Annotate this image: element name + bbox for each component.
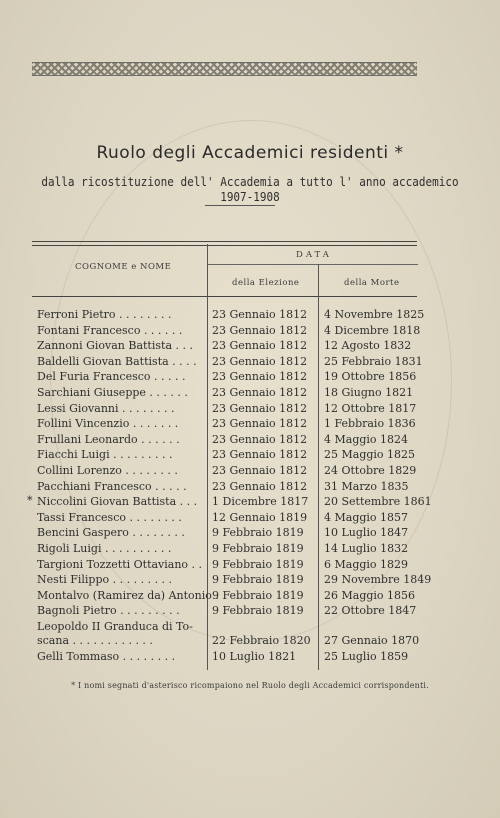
row-election-date: 23 Gennaio 1812 <box>212 479 308 493</box>
table-row <box>0 525 500 541</box>
row-death-date: 10 Luglio 1847 <box>324 526 409 540</box>
row-election-date: 9 Febbraio 1819 <box>212 557 304 571</box>
row-election-date: 22 Febbraio 1820 <box>212 633 311 647</box>
row-death-date: 29 Novembre 1849 <box>324 573 432 587</box>
footnote: * I nomi segnati d'asterisco ricompaiono nel Ruolo degli Accademici corrispondenti. <box>71 681 429 690</box>
row-election-date: 23 Gennaio 1812 <box>212 448 308 462</box>
row-name: Ferroni Pietro . . . . . . . . <box>37 308 172 321</box>
row-name: Sarchiani Giuseppe . . . . . . <box>37 386 188 399</box>
row-death-date: 31 Marzo 1835 <box>324 479 409 493</box>
header-data-underline <box>208 264 418 265</box>
table-row <box>0 572 500 588</box>
row-death-date: 25 Luglio 1859 <box>324 650 409 664</box>
table-row <box>0 432 500 448</box>
page-subtitle: dalla ricostituzione dell' Accademia a tutto l' anno accademico 1907-1908 <box>41 174 459 204</box>
row-election-date: 23 Gennaio 1812 <box>212 323 308 337</box>
row-name: Nesti Filippo . . . . . . . . . <box>37 573 173 587</box>
table-row <box>0 510 500 526</box>
row-election-date: 9 Febbraio 1819 <box>212 526 304 540</box>
row-election-date: 23 Gennaio 1812 <box>212 354 308 368</box>
row-election-date: 9 Febbraio 1819 <box>212 573 304 587</box>
table-row <box>0 494 500 510</box>
row-election-date: 9 Febbraio 1819 <box>212 604 304 618</box>
row-name: Lessi Giovanni . . . . . . . . <box>37 401 175 415</box>
row-name: Baldelli Giovan Battista . . . . <box>37 354 197 368</box>
row-election-date: 23 Gennaio 1812 <box>212 370 308 384</box>
row-name: Bagnoli Pietro . . . . . . . . . <box>37 604 180 618</box>
row-death-date: 19 Ottobre 1856 <box>324 370 417 384</box>
table-row <box>0 354 500 370</box>
table-row <box>0 633 500 649</box>
row-death-date: 22 Ottobre 1847 <box>324 604 417 618</box>
row-death-date: 25 Maggio 1825 <box>324 448 416 462</box>
table-row <box>0 416 500 432</box>
row-election-date: 10 Luglio 1821 <box>212 650 297 664</box>
table-row <box>0 338 500 354</box>
row-name: scana . . . . . . . . . . . . <box>37 633 153 647</box>
row-election-date: 23 Gennaio 1812 <box>212 308 308 321</box>
row-death-date: 24 Ottobre 1829 <box>324 464 417 477</box>
row-name: Collini Lorenzo . . . . . . . . <box>37 464 178 477</box>
table-row <box>0 541 500 557</box>
row-election-date: 12 Gennaio 1819 <box>212 510 308 524</box>
table-row <box>0 369 500 385</box>
row-name: Leopoldo II Granduca di To- <box>37 620 193 633</box>
row-election-date: 23 Gennaio 1812 <box>212 401 308 415</box>
row-election-date: 9 Febbraio 1819 <box>212 542 304 555</box>
table-row <box>0 603 500 619</box>
row-election-date: 1 Dicembre 1817 <box>212 495 309 509</box>
row-death-date: 20 Settembre 1861 <box>324 495 432 509</box>
table-row <box>0 307 500 323</box>
row-election-date: 23 Gennaio 1812 <box>212 464 308 477</box>
header-morte: della Morte <box>344 278 400 288</box>
page-title: Ruolo degli Accademici residenti * <box>96 143 404 163</box>
row-death-date: 1 Febbraio 1836 <box>324 417 416 431</box>
row-election-date: 23 Gennaio 1812 <box>212 386 308 399</box>
table-top-rule <box>32 241 417 246</box>
row-name: Tassi Francesco . . . . . . . . <box>37 510 182 524</box>
row-election-date: 9 Febbraio 1819 <box>212 588 304 602</box>
row-election-date: 23 Gennaio 1812 <box>212 432 308 446</box>
title-divider <box>205 205 275 206</box>
row-death-date: 4 Maggio 1824 <box>324 432 409 446</box>
table-row <box>0 447 500 463</box>
row-death-date: 6 Maggio 1829 <box>324 557 409 571</box>
table-row <box>0 401 500 417</box>
row-death-date: 14 Luglio 1832 <box>324 542 409 555</box>
row-death-date: 26 Maggio 1856 <box>324 588 416 602</box>
row-death-date: 12 Ottobre 1817 <box>324 401 417 415</box>
row-name: Gelli Tommaso . . . . . . . . <box>37 650 176 664</box>
row-name: Del Furia Francesco . . . . . <box>37 370 186 384</box>
row-name: Fiacchi Luigi . . . . . . . . . <box>37 448 173 462</box>
header-name: COGNOME e NOME <box>75 262 172 272</box>
row-death-date: 12 Agosto 1832 <box>324 339 412 353</box>
row-death-date: 4 Maggio 1857 <box>324 510 409 524</box>
row-name: Pacchiani Francesco . . . . . <box>37 479 187 493</box>
row-death-date: 27 Gennaio 1870 <box>324 633 420 647</box>
row-name: Targioni Tozzetti Ottaviano . . <box>37 557 203 571</box>
row-death-date: 25 Febbraio 1831 <box>324 354 423 368</box>
row-name: Niccolini Giovan Battista . . . <box>37 495 198 509</box>
table-row <box>0 557 500 573</box>
header-divider <box>32 296 417 297</box>
row-death-date: 18 Giugno 1821 <box>324 386 414 399</box>
row-name: Montalvo (Ramirez da) Antonio . <box>37 588 219 602</box>
table-row <box>0 385 500 401</box>
row-death-date: 4 Dicembre 1818 <box>324 323 421 337</box>
row-election-date: 23 Gennaio 1812 <box>212 339 308 353</box>
asterisk-mark: * <box>27 494 33 507</box>
row-election-date: 23 Gennaio 1812 <box>212 417 308 431</box>
row-name: Bencini Gaspero . . . . . . . . <box>37 526 185 540</box>
row-name: Fontani Francesco . . . . . . <box>37 323 183 337</box>
row-name: Zannoni Giovan Battista . . . <box>37 339 193 353</box>
row-name: Frullani Leonardo . . . . . . <box>37 432 180 446</box>
header-elezione: della Elezione <box>232 278 300 288</box>
table-row <box>0 463 500 479</box>
header-data: DATA <box>296 250 332 260</box>
row-name: Follini Vincenzio . . . . . . . <box>37 417 179 431</box>
table-row <box>0 479 500 495</box>
table-row <box>0 323 500 339</box>
row-name: Rigoli Luigi . . . . . . . . . . <box>37 542 172 555</box>
decorative-border-band <box>32 62 417 76</box>
table-row <box>0 649 500 665</box>
row-death-date: 4 Novembre 1825 <box>324 308 425 321</box>
table-row <box>0 588 500 604</box>
